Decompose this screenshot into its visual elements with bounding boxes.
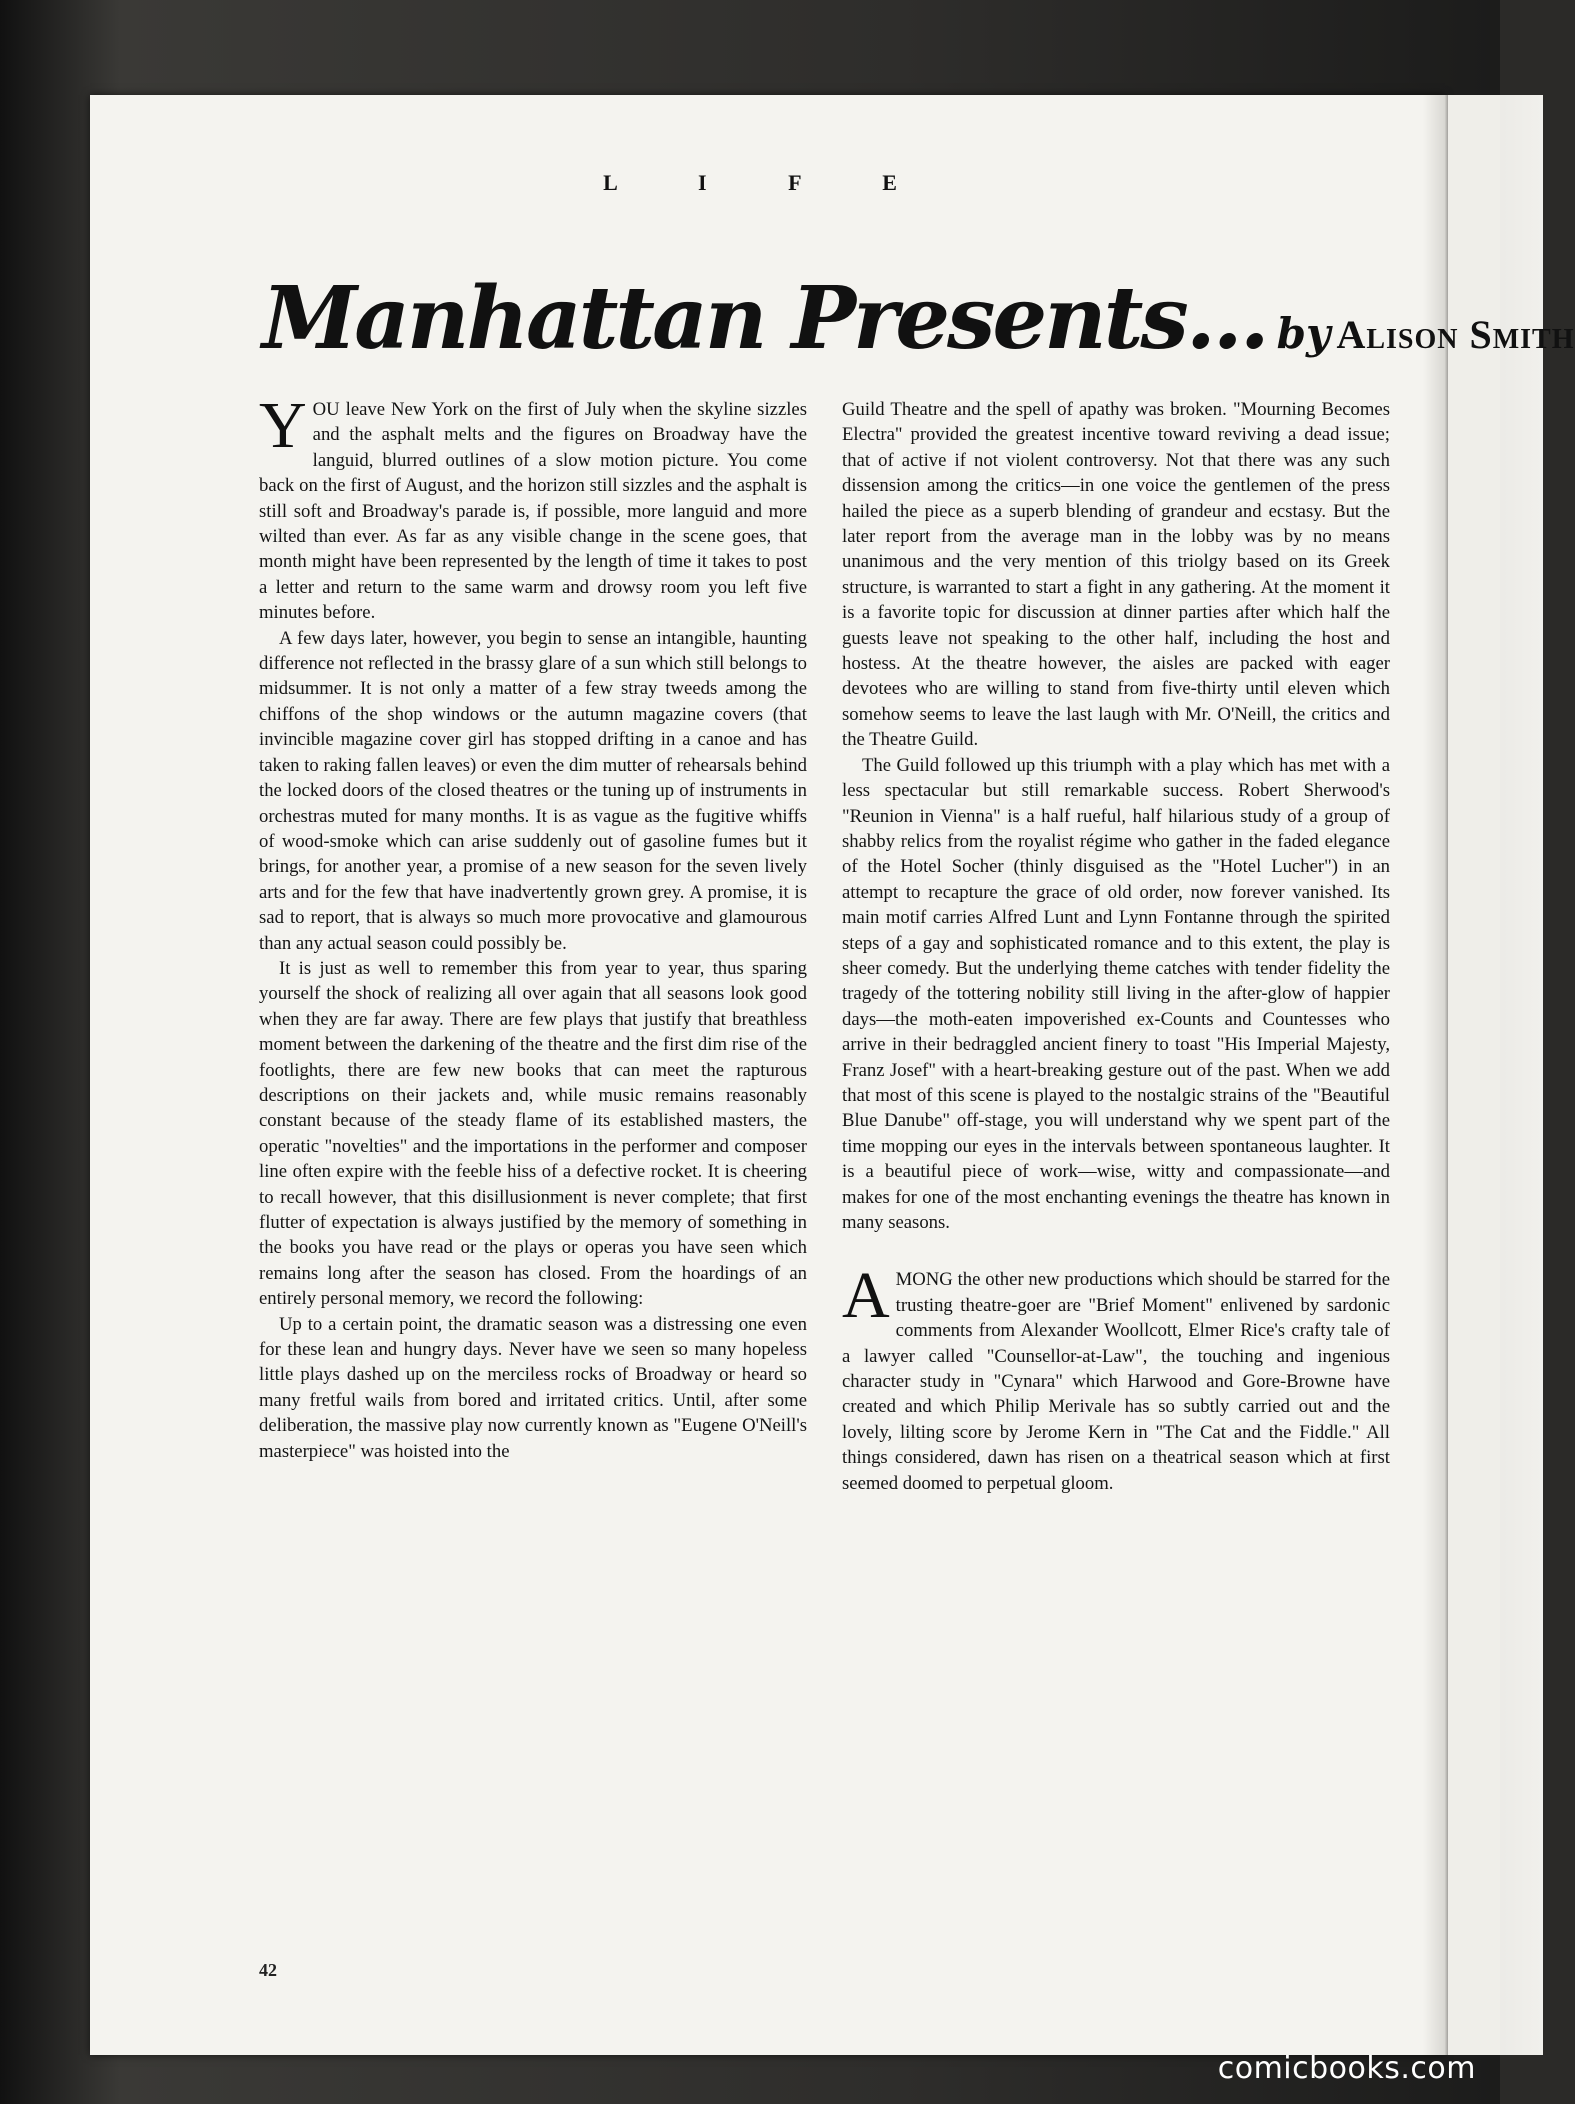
paragraph (259, 389, 807, 626)
drop-cap: Y (259, 389, 307, 462)
facing-page-edge (1448, 95, 1500, 2055)
paragraph-text: the other new productions which should be starred for the trusting theatre-goer are "Brief Moment" enlivened by sardonic comments from Alexander Woollcott, Elmer Rice's crafty tale of a lawyer called "Counsellor-at-Law", the touching and ingenious character study in "Cynara" which Harwood and Gore-Browne have created and which Philip Merivale has so subtly carried out and the lovely, lilting score by Jerome Kern in "The Cat and the Fiddle." All things considered, dawn has risen on a theatrical season which at first seemed doomed to perpetual gloom. (842, 1269, 1391, 1494)
watermark: comicbooks.com (1217, 2051, 1476, 2086)
drop-cap: A (842, 1259, 890, 1333)
paragraph: It is just as well to remember this from year to year, thus sparing yourself the shock of realizing all over again that all seasons look good when they are far away. There are few plays that justify that breathless moment between the darkening of the theatre and the first dim rise of the footlights, there are few new books that can meet the rapturous descriptions on their jackets and, while music remains reasonably constant because of the steady flame of its established masters, the operatic "novelties" and the importations in the performer and composer line often expire with the feeble hiss of a defective rocket. It is cheering to recall however, that this disillusionment is never complete; that first flutter of expectation is always justified by the memory of something in the books you have read or the plays or operas you have seen which remains long after the season has closed. From the hoardings of an entirely personal memory, we record the following: (259, 957, 807, 1310)
paragraph: Up to a certain point, the dramatic season was a distressing one even for these lean and hungry days. Never have we seen so many hopeless little plays dashed up on the merciless rocks of Broadway or heard so many fretful wails from bored and irritated critics. Until, after some deliberation, the massive play now currently known as "Eugene O'Neill's masterpiece" was hoisted into the (259, 1313, 807, 1462)
paragraph: The Guild followed up this triumph with a play which has met with a less spectacular but still remarkable success. Robert Sherwood's "Reunion in Vienna" is a half rueful, half hilarious study of a group of shabby relics from the royalist régime who gather in the faded elegance of the Hotel Socher (thinly disguised as the "Hotel Lucher") in an attempt to recapture the grace of old order, now forever vanished. Its main motif carries Alfred Lunt and Lynn Fontanne through the spirited steps of a gay and sophisticated romance and to this extent, the play is sheer comedy. But the underlying theme catches with tender fidelity the tragedy of the tottering nobility still living in the after-glow of happier days—the moth-eaten impoverished ex-Counts and Countesses who arrive in their bedraggled ancient finery to toast "His Imperial Majesty, Franz Josef" with a heart-breaking gesture out of the past. When we add that most of this scene is played to the nostalgic strains of the "Beautiful Blue Danube" off-stage, you will understand why we spent part of the time mopping our eyes in the intervals between spontaneous laughter. It is a beautiful piece of work—wise, witty and compassionate—and makes for one of the most enchanting evenings the theatre has known in many seasons. (842, 754, 1390, 1233)
paragraph: Guild Theatre and the spell of apathy was broken. "Mourning Becomes Electra" provided the greatest incentive toward reviving a dead issue; that of active if not violent controversy. Not that there was any such dissension among the critics—in one voice the gentlemen of the press hailed the piece as a superb blending of grandeur and ecstasy. But the later report from the average man in the lobby was by no means unanimous and the very mention of this triolgy based on its Greek structure, is warranted to start a fight in any gathering. At the moment it is a favorite topic for discussion at dinner parties after which half the guests leave not speaking to the other half, including the host and hostess. At the theatre however, the aisles are packed with eager devotees who are willing to stand from five-thirty until eleven which somehow seems to leave the last laugh with Mr. O'Neill, the critics and the Theatre Guild. (842, 399, 1390, 751)
page-number: 42 (259, 1960, 277, 1980)
paragraph-text: leave New York on the first of July when the skyline sizzles and the asphalt melts and the figures on Broadway have the languid, blurred outlines of a slow motion picture. You come back on the first of August, and the horizon still sizzles and the asphalt is still soft and Broadway's parade is, if possible, more languid and more wilted than ever. As far as any visible change in the scene goes, that month might have been represented by the length of time it takes to post a letter and return to the same warm and drowsy room you left five minutes before. (259, 399, 807, 624)
magazine-masthead: L I F E (603, 170, 935, 195)
headline-author: Alison Smith (1336, 312, 1575, 357)
headline-title: Manhattan Presents... (262, 268, 1267, 369)
drop-cap-rest: MONG (895, 1269, 953, 1291)
left-column (259, 389, 807, 1464)
headline-by: by (1276, 309, 1331, 358)
paragraph (842, 1259, 1391, 1496)
paragraph: A few days later, however, you begin to sense an intangible, haunting difference not reflected in the brassy glare of a sun which still belongs to midsummer. It is not only a matter of a few stray tweeds among the chiffons of the shop windows or the autumn magazine covers (that invincible magazine cover girl has stopped drifting in a canoe and has taken to raking fallen leaves) or even the dim mutter of rehearsals behind the locked doors of the closed theatres or the tuning up of instruments in orchestras muted for many months. It is as vague as the fugitive whiffs of wood-smoke which can arise suddenly out of gasoline fumes but it brings, for another year, a promise of a new season for the seven lively arts and for the few that have inadvertently grown grey. A promise, it is sad to report, that is always so much more provocative and glamourous than any actual season could possibly be. (259, 627, 807, 954)
right-column (842, 397, 1390, 1496)
drop-cap-rest: OU (312, 399, 340, 420)
article-headline (262, 268, 1575, 369)
section-break (842, 1235, 1390, 1267)
